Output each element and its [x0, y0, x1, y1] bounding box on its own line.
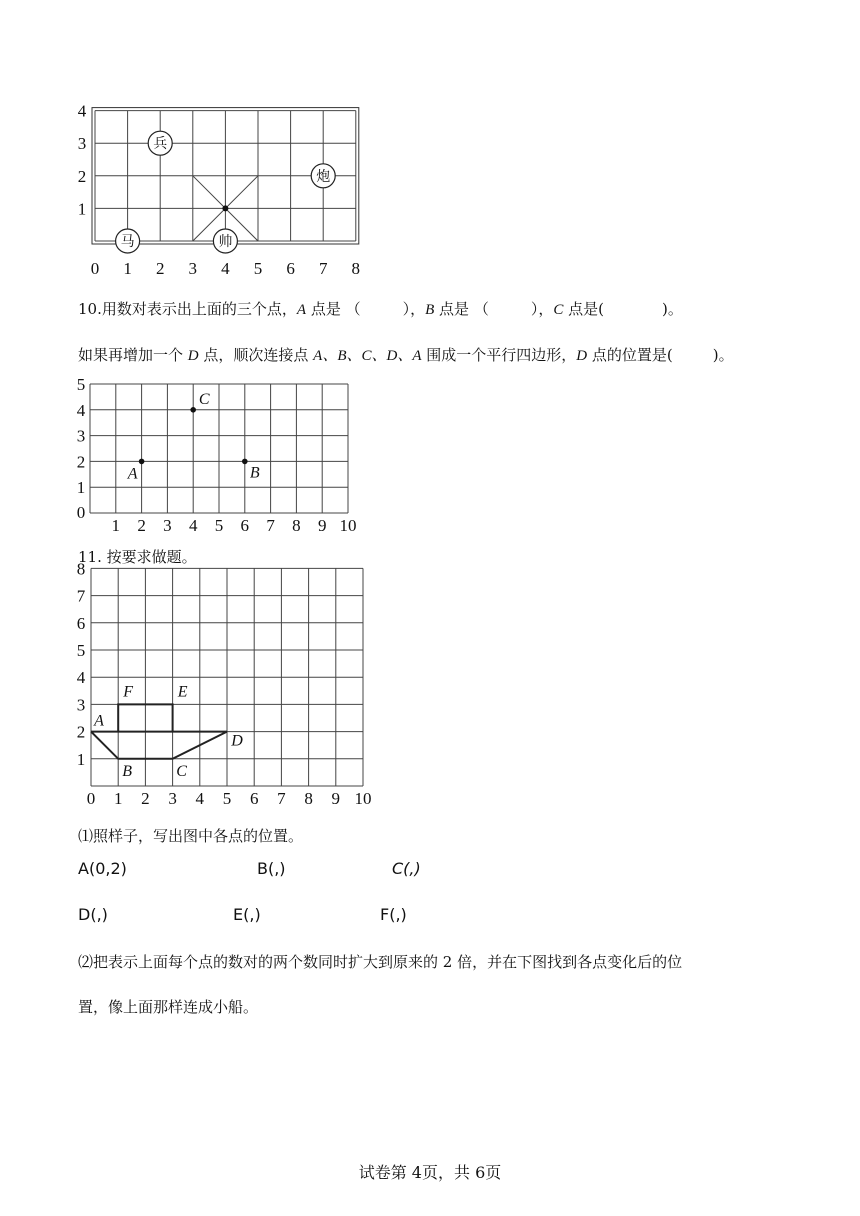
y-tick-label: 2 [76, 722, 86, 742]
question-number: 10. [78, 300, 102, 318]
grid-point [242, 459, 248, 465]
x-tick-label: 1 [111, 516, 121, 535]
point-label: C [198, 390, 210, 408]
boat-grid-content [77, 559, 372, 808]
point-sequence: A、B、C、D、A [313, 348, 422, 364]
x-tick-label: 5 [253, 259, 263, 278]
x-tick-label: 7 [318, 259, 328, 278]
x-tick-label: 9 [331, 789, 341, 808]
grid-point [139, 459, 145, 465]
point-label-c: C [553, 302, 564, 318]
answer-b[interactable]: B(,) [257, 859, 286, 878]
boat-grid-figure [70, 559, 390, 812]
x-tick-label: 4 [188, 516, 198, 535]
y-tick-label: 6 [76, 613, 86, 633]
point-label: A [127, 465, 138, 483]
x-tick-label: 9 [317, 516, 327, 535]
x-tick-label: 6 [240, 516, 250, 535]
x-tick-label: 10 [354, 789, 372, 808]
answer-f[interactable]: F(,) [380, 905, 407, 924]
x-tick-label: 7 [266, 516, 275, 535]
chess-piece-label: 兵 [153, 137, 168, 153]
y-tick-label: 1 [76, 749, 86, 769]
x-tick-label: 3 [188, 259, 198, 278]
x-tick-label: 1 [113, 789, 123, 808]
answer-c[interactable]: C(,) [392, 859, 421, 878]
x-tick-label: 8 [292, 516, 301, 535]
y-tick-label: 8 [76, 559, 86, 579]
sub-question-1-title: ⑴照样子，写出图中各点的位置。 [78, 827, 304, 845]
question-11-title: 11. 按要求做题。 [78, 548, 197, 566]
x-tick-label: 8 [351, 259, 361, 278]
chess-grid [78, 102, 360, 278]
question-10-line-1: 10.用数对表示出上面的三个点，A 点是 （ ），B 点是 （ ），C 点是( )。 [78, 300, 683, 318]
y-tick-label: 4 [76, 668, 86, 688]
x-tick-label: 7 [277, 789, 286, 808]
x-tick-label: 3 [168, 789, 177, 808]
y-tick-label: 3 [76, 426, 86, 446]
x-tick-label: 2 [155, 259, 165, 278]
answer-e[interactable]: E(,) [233, 905, 261, 924]
x-tick-label: 1 [123, 259, 132, 278]
y-tick-label: 2 [76, 452, 86, 472]
point-label: B [122, 762, 133, 780]
x-tick-label: 8 [304, 789, 313, 808]
chess-piece-label: 马 [120, 235, 135, 250]
x-tick-label: 0 [90, 259, 100, 278]
x-tick-label: 4 [221, 259, 230, 278]
point-label: E [177, 683, 188, 701]
y-tick-label: 4 [76, 400, 86, 420]
point-label: A [94, 712, 104, 730]
point-label: D [231, 732, 243, 750]
x-tick-label: 5 [222, 789, 232, 808]
point-label: C [176, 762, 187, 780]
x-tick-label: 5 [214, 516, 224, 535]
y-tick-label: 7 [76, 586, 86, 606]
y-tick-label: 2 [77, 166, 87, 186]
x-tick-label: 0 [86, 789, 96, 808]
origin-label: 0 [76, 503, 86, 522]
y-tick-label: 1 [77, 199, 87, 219]
boat-hull [91, 732, 227, 759]
point-label-d: D [187, 348, 199, 364]
point-label: B [249, 464, 260, 482]
chess-piece-label: 炮 [316, 169, 331, 185]
point-label-a: A [296, 302, 307, 318]
y-tick-label: 4 [77, 101, 87, 121]
chess-piece-label: 帅 [218, 235, 233, 250]
grid10-content [77, 375, 357, 535]
palace-center-dot [222, 205, 228, 211]
x-tick-label: 3 [163, 516, 172, 535]
sub-question-2-line-2: 置，像上面那样连成小船。 [78, 998, 259, 1016]
grid-point [190, 407, 196, 413]
y-tick-label: 3 [77, 134, 87, 154]
y-tick-label: 5 [76, 641, 86, 660]
y-tick-label: 5 [76, 375, 86, 394]
x-tick-label: 2 [141, 789, 150, 808]
coordinate-grid-q10 [70, 375, 370, 535]
x-tick-label: 6 [249, 789, 259, 808]
point-label: F [123, 683, 134, 701]
x-tick-label: 4 [195, 789, 205, 808]
y-tick-label: 1 [76, 478, 86, 498]
chess-board-figure [70, 101, 380, 285]
question-10-line-2: 如果再增加一个 D 点，顺次连接点 A、B、C、D、A 围成一个平行四边形，D 点的位置是( )。 [78, 346, 734, 364]
y-tick-label: 3 [76, 695, 86, 715]
answer-d[interactable]: D(,) [78, 905, 108, 924]
answer-a: A(0,2) [78, 859, 127, 878]
x-tick-label: 6 [286, 259, 295, 278]
x-tick-label: 2 [137, 516, 146, 535]
page-footer: 试卷第 4页，共 6页 [358, 1163, 502, 1182]
point-label-b: B [425, 302, 435, 318]
x-tick-label: 10 [339, 516, 357, 535]
sub-question-2-line-1: ⑵把表示上面每个点的数对的两个数同时扩大到原来的 2 倍，并在下图找到各点变化后的位 [78, 953, 683, 971]
